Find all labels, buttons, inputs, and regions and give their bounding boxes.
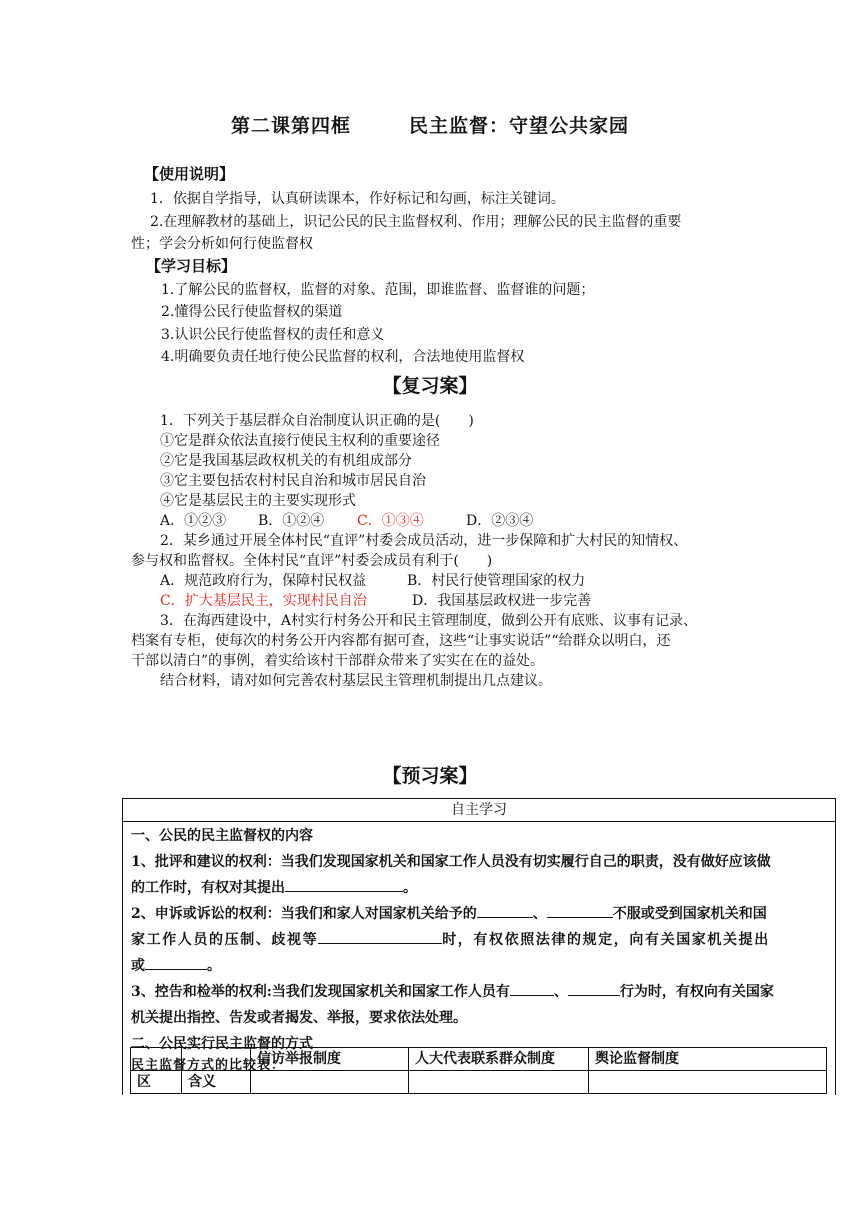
appeal-right-line3: 或 。: [131, 953, 829, 979]
comparison-table-caption: 民主监督方式的比较表：: [131, 1058, 286, 1073]
section-1-heading: 一、公民的民主监督权的内容: [131, 828, 313, 844]
q2-stem-line1: 2．某乡通过开展全体村民“直评”村委会成员活动，进一步保障和扩大村民的知情权、: [160, 533, 688, 549]
table-cell[interactable]: [251, 1071, 409, 1094]
appeal-right-line2: 家工作人员的压制、歧视等 时，有权依照法律的规定，向有关国家机关提出: [131, 927, 829, 953]
q2-stem-line2: 参与权和监督权。全体村民“直评”村委会成员有利于( ): [131, 553, 493, 569]
fill-blank[interactable]: [318, 928, 442, 944]
q1-option: ①它是群众依法直接行使民主权利的重要途径: [160, 433, 440, 449]
q2-choice-d: D．我国基层政权进一步完善: [412, 593, 592, 609]
accuse-right-line2: 机关提出指控、告发或者揭发、举报，要求依法处理。: [131, 1010, 467, 1026]
q1-choice-d: D．②③④: [466, 513, 534, 529]
table-row: [131, 1071, 827, 1094]
goal-item: 3.认识公民行使监督权的责任和意义: [161, 327, 385, 343]
usage-heading: 【使用说明】: [144, 165, 235, 183]
row-label: 含义: [182, 1071, 251, 1094]
comparison-table: [130, 1047, 827, 1094]
usage-item-1: 1．依据自学指导，认真研读课本，作好标记和勾画，标注关键词。: [150, 191, 565, 207]
table-cell[interactable]: [409, 1071, 589, 1094]
q1-choice-a: A．①②③: [160, 513, 227, 529]
q3-text-line1: 3．在海西建设中，A村实行村务公开和民主管理制度，做到公开有底账、议事有记录、: [160, 613, 698, 629]
q2-choice-a: A．规范政府行为，保障村民权益: [160, 573, 367, 589]
criticism-right-line2: 的工作时，有权对其提出 。: [131, 875, 829, 901]
table-header-row: [131, 1048, 827, 1071]
fill-blank[interactable]: [477, 902, 533, 918]
q1-choice-c-answer: C．①③④: [357, 513, 424, 529]
q1-option: ③它主要包括农村村民自治和城市居民自治: [160, 473, 426, 489]
table-header: 信访举报制度: [251, 1048, 409, 1071]
row-label: 区: [131, 1071, 182, 1094]
accuse-right-line1: 3、控告和检举的权利:当我们发现国家机关和国家工作人员有 、 行为时，有权向有关国家: [131, 979, 829, 1005]
goal-item: 2.懂得公民行使监督权的渠道: [161, 304, 343, 320]
goal-item: 1.了解公民的监督权，监督的对象、范围，即谁监督、监督谁的问题；: [161, 282, 595, 298]
section-2-heading: 二、公民实行民主监督的方式: [131, 1036, 313, 1052]
fill-blank[interactable]: [547, 902, 613, 918]
title-lesson: 第二课第四框: [230, 115, 351, 137]
preview-heading: 【预习案】: [382, 765, 478, 787]
appeal-right-line1: 2、申诉或诉讼的权利：当我们和家人对国家机关给予的 、 不服或受到国家机关和国: [131, 901, 829, 927]
goal-item: 4.明确要负责任地行使公民监督的权利，合法地使用监督权: [161, 349, 525, 365]
q1-option: ④它是基层民主的主要实现形式: [160, 493, 356, 509]
self-study-title: 自主学习: [123, 799, 835, 822]
table-header: 舆论监督制度: [589, 1048, 827, 1071]
q3-text-line2: 档案有专柜，使每次的村务公开内容都有据可查，这些“让事实说话”“给群众以明白，还: [131, 633, 671, 649]
q2-choice-b: B．村民行使管理国家的权力: [407, 573, 586, 589]
fill-blank[interactable]: [510, 980, 554, 996]
usage-item-2-line1: 2.在理解教材的基础上，识记公民的民主监督权利、作用；理解公民的民主监督的重要: [150, 214, 682, 230]
fill-blank[interactable]: [145, 954, 207, 970]
q3-task: 结合材料，请对如何完善农村基层民主管理机制提出几点建议。: [160, 673, 552, 689]
q1-choice-b: B．①②④: [258, 513, 325, 529]
goals-heading: 【学习目标】: [146, 257, 237, 275]
q1-option: ②它是我国基层政权机关的有机组成部分: [160, 453, 412, 469]
criticism-right-line1: 1、批评和建议的权利：当我们发现国家机关和国家工作人员没有切实履行自己的职责，没有做好应该做: [131, 854, 771, 870]
q3-text-line3: 干部以清白”的事例，着实给该村干部群众带来了实实在在的益处。: [131, 653, 545, 669]
title-topic: 民主监督：守望公共家园: [409, 115, 630, 137]
fill-blank[interactable]: [285, 876, 403, 892]
q1-stem: 1．下列关于基层群众自治制度认识正确的是( ): [160, 413, 474, 429]
fill-blank[interactable]: [568, 980, 620, 996]
review-heading: 【复习案】: [382, 375, 478, 397]
q2-choice-c-answer: C．扩大基层民主，实现村民自治: [160, 593, 367, 609]
page-title: [0, 116, 860, 136]
table-header: 人大代表联系群众制度: [409, 1048, 589, 1071]
table-cell[interactable]: [589, 1071, 827, 1094]
usage-item-2-line2: 性；学会分析如何行使监督权: [131, 236, 313, 252]
